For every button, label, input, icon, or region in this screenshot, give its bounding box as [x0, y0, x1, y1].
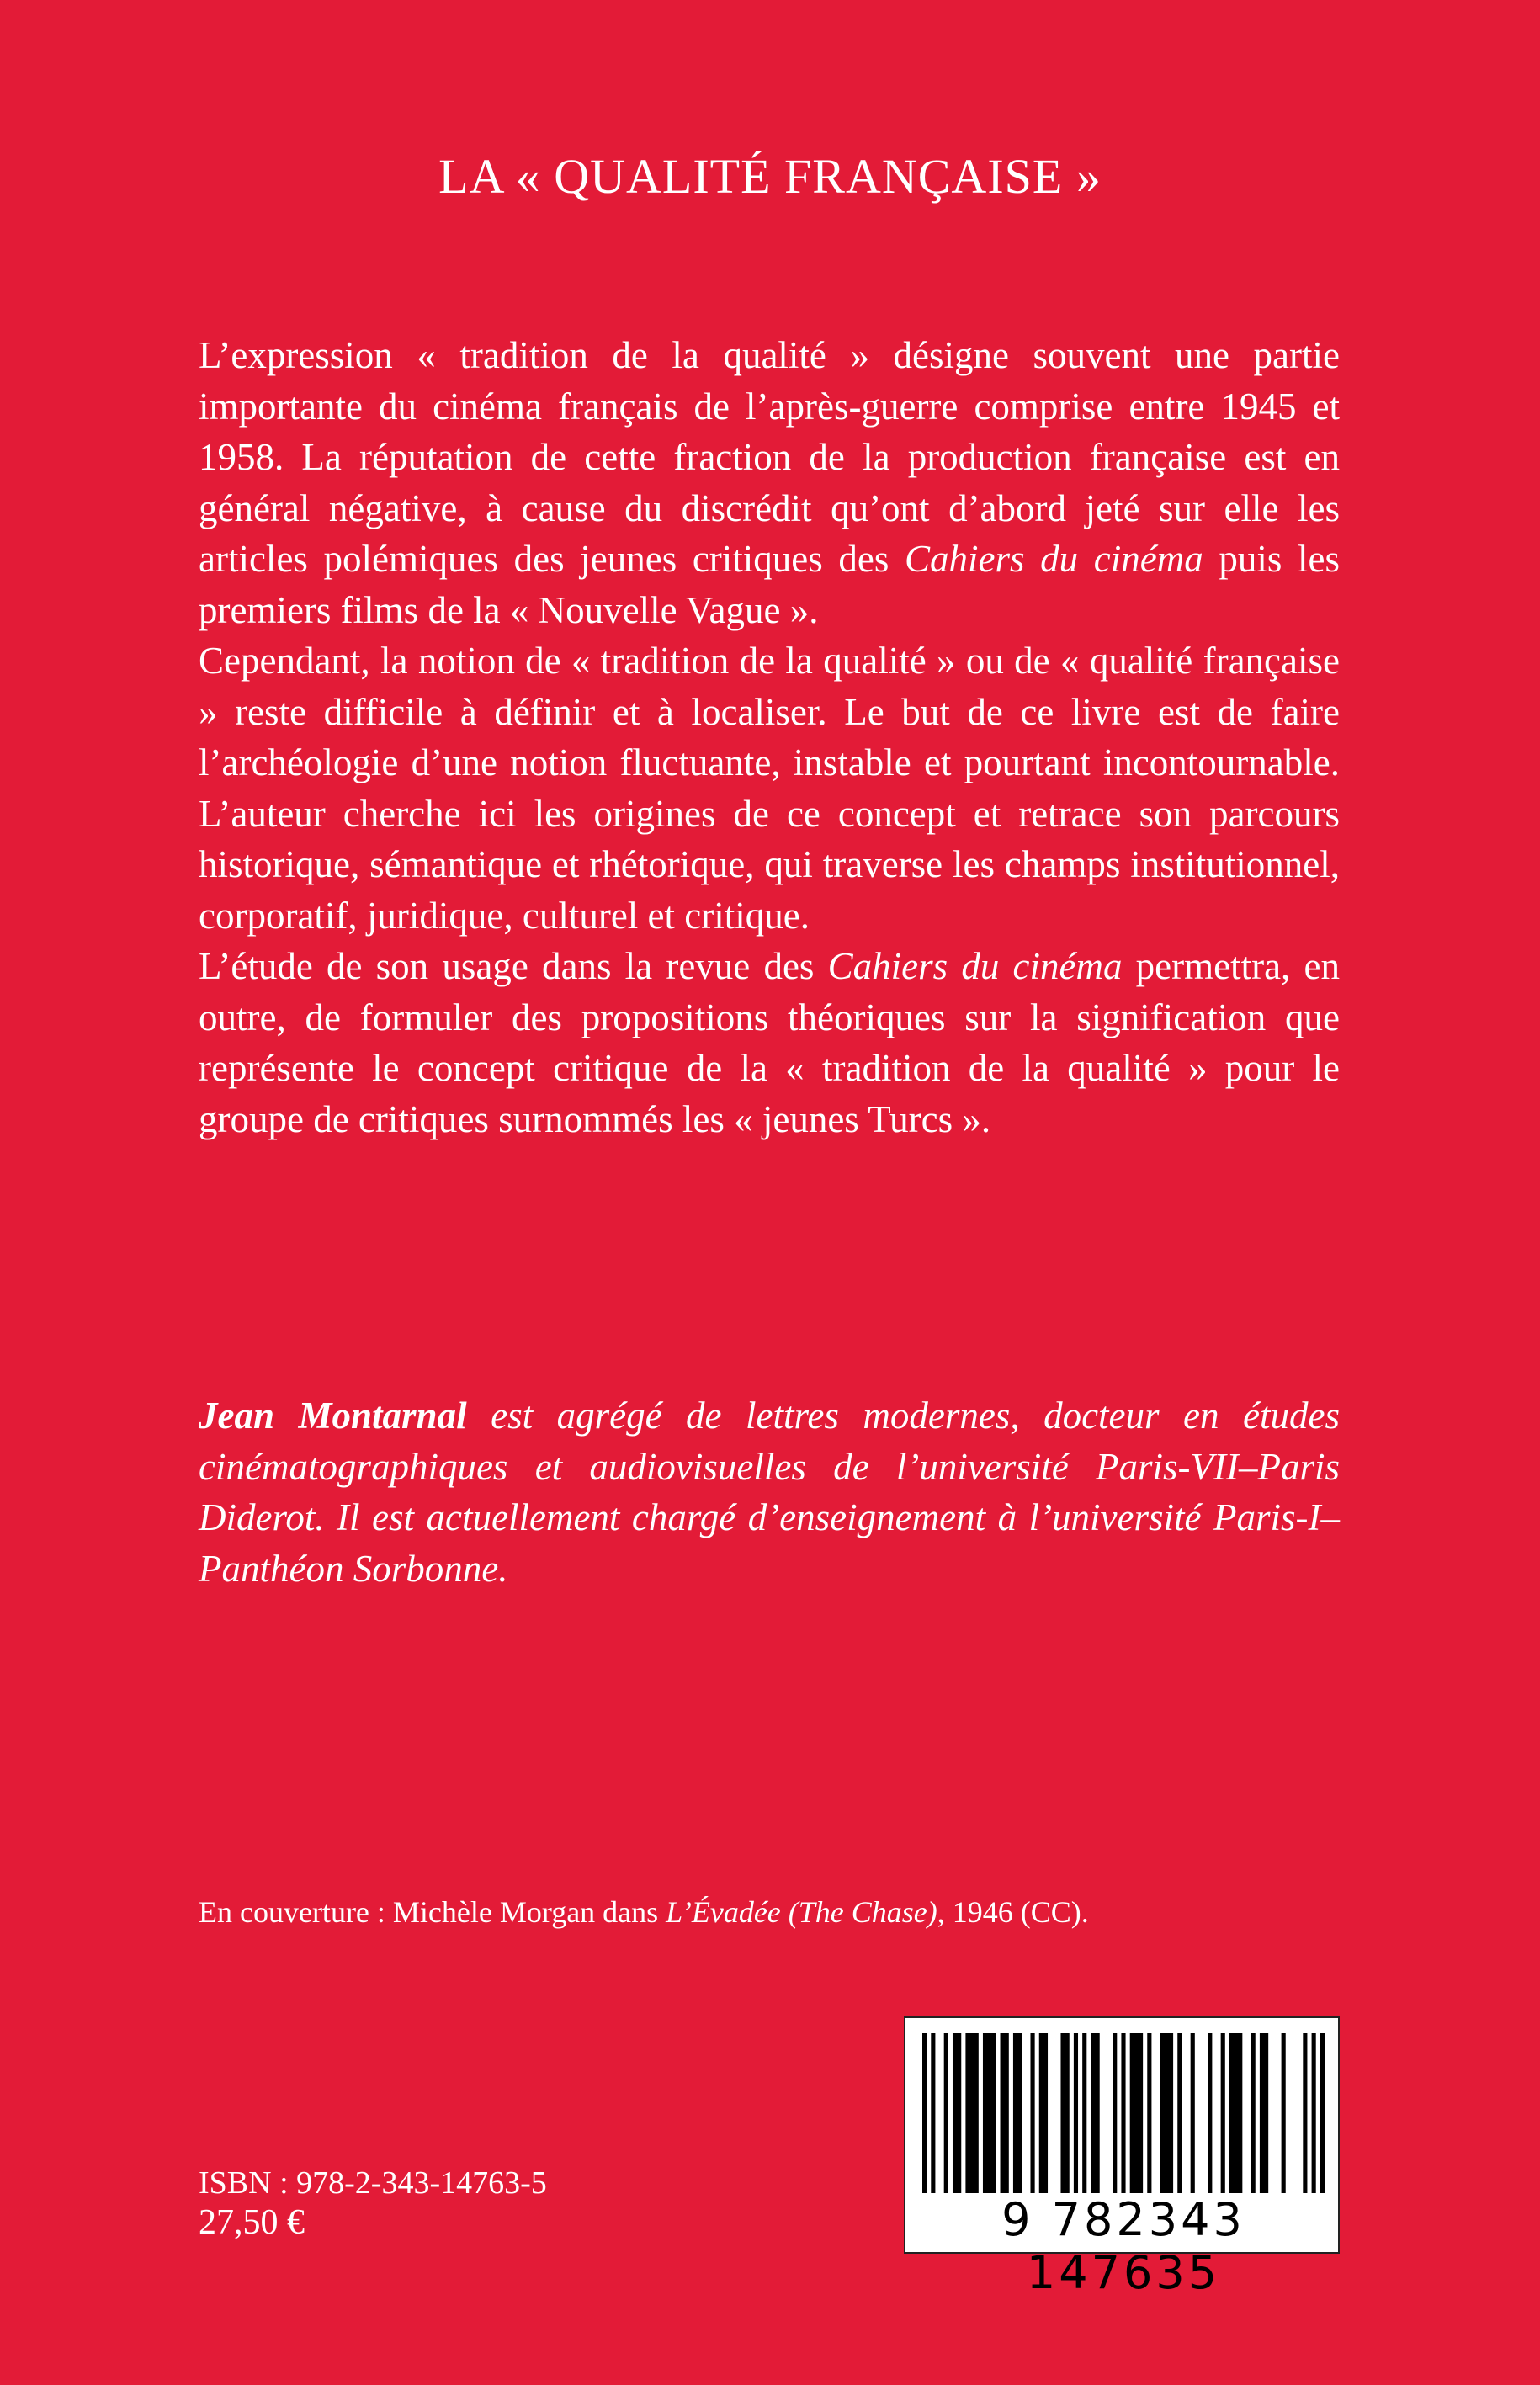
isbn-text: ISBN : 978-2-343-14763-5 — [199, 2165, 547, 2201]
barcode-bar — [1074, 2033, 1078, 2193]
cover-credit-suffix: , 1946 (CC). — [937, 1895, 1089, 1929]
barcode-bars — [922, 2033, 1325, 2193]
barcode-bar — [1082, 2033, 1086, 2193]
barcode-bar — [1060, 2033, 1069, 2193]
barcode-bar — [983, 2033, 996, 2193]
barcode-bar — [1091, 2033, 1099, 2193]
page-title: LA « QUALITÉ FRANÇAISE » — [438, 149, 1102, 204]
barcode-bar — [931, 2033, 935, 2193]
summary-paragraph-3 — [199, 941, 1340, 1145]
barcode-bar — [965, 2033, 978, 2193]
barcode-bar — [953, 2033, 961, 2193]
summary-paragraph-1 — [199, 330, 1340, 635]
back-cover-summary — [199, 330, 1340, 1145]
barcode-bar — [1177, 2033, 1182, 2193]
barcode-bar — [1260, 2033, 1268, 2193]
barcode-bar — [1121, 2033, 1125, 2193]
summary-paragraph-2: Cependant, la notion de « tradition de la qualité » ou de « qualité française » reste difficile à définir et à localiser. Le but de ce livre est de faire l’archéologie d’une notion fluctuante, instable et pourtant incontournable. L’auteur cherche ici les origines de ce concept et retrace son parcours historique, sémantique et rhétorique, qui traverse les champs institutionnel, corporatif, juridique, culturel et critique. — [199, 640, 1340, 937]
author-bio — [199, 1390, 1340, 1594]
barcode-bar — [1282, 2033, 1286, 2193]
cover-credit-film: L’Évadée (The Chase) — [666, 1895, 937, 1929]
barcode-bar — [1001, 2033, 1009, 2193]
price-text: 27,50 € — [199, 2203, 305, 2242]
barcode-bar — [944, 2033, 948, 2193]
barcode-bar — [1320, 2033, 1325, 2193]
cover-credit — [199, 1894, 1089, 1931]
summary-p3-text-a: L’étude de son usage dans la revue des — [199, 945, 828, 987]
barcode-bar — [1030, 2033, 1034, 2193]
barcode-bar — [1251, 2033, 1256, 2193]
barcode-bar — [1013, 2033, 1022, 2193]
summary-p1-journal-title: Cahiers du cinéma — [905, 538, 1203, 580]
summary-p3-journal-title: Cahiers du cinéma — [827, 945, 1123, 987]
barcode-bar — [1130, 2033, 1143, 2193]
barcode-bar — [1191, 2033, 1195, 2193]
summary-p1-text-a: L’expression « tradition de la qualité » désigne souvent une partie importante du cinéma français de l’après-guerre comprise entre 1945 et 1958. La réputation de cette fraction de la production française est en général négative, à cause du discrédit qu’ont d’abord jeté sur elle les articles polémiques des jeunes critiques des — [199, 334, 1340, 580]
author-name: Jean Montarnal — [199, 1394, 467, 1437]
barcode-bar — [1229, 2033, 1242, 2193]
barcode-bar — [1312, 2033, 1316, 2193]
author-bio-text: est agrégé de lettres modernes, docteur en études cinématographiques et audiovisuelles de l’université Paris-VII–Paris Diderot. Il est actuellement chargé d’enseignement à l’université Paris-I–Panthéon Sorbonne. — [199, 1394, 1340, 1590]
summary-p3-text-b: permettra, en outre, de formuler des propositions théoriques sur la signification que représente le concept critique de la « tradition de la qualité » pour le groupe de critiques surnommés les « jeunes Turcs ». — [199, 945, 1340, 1140]
summary-p1-text-b: puis les premiers films de la « Nouvelle Vague ». — [199, 538, 1340, 631]
barcode-bar — [1303, 2033, 1307, 2193]
barcode-bar — [1208, 2033, 1212, 2193]
barcode-bar — [1039, 2033, 1048, 2193]
barcode — [904, 2016, 1340, 2299]
barcode-bar — [922, 2033, 927, 2193]
barcode-bar — [1113, 2033, 1117, 2193]
cover-credit-prefix: En couverture : Michèle Morgan dans — [199, 1895, 666, 1929]
barcode-bar — [1221, 2033, 1225, 2193]
barcode-digits: 9 782343 147635 — [1001, 2193, 1245, 2299]
barcode-bar — [1160, 2033, 1173, 2193]
barcode-bar — [1147, 2033, 1151, 2193]
